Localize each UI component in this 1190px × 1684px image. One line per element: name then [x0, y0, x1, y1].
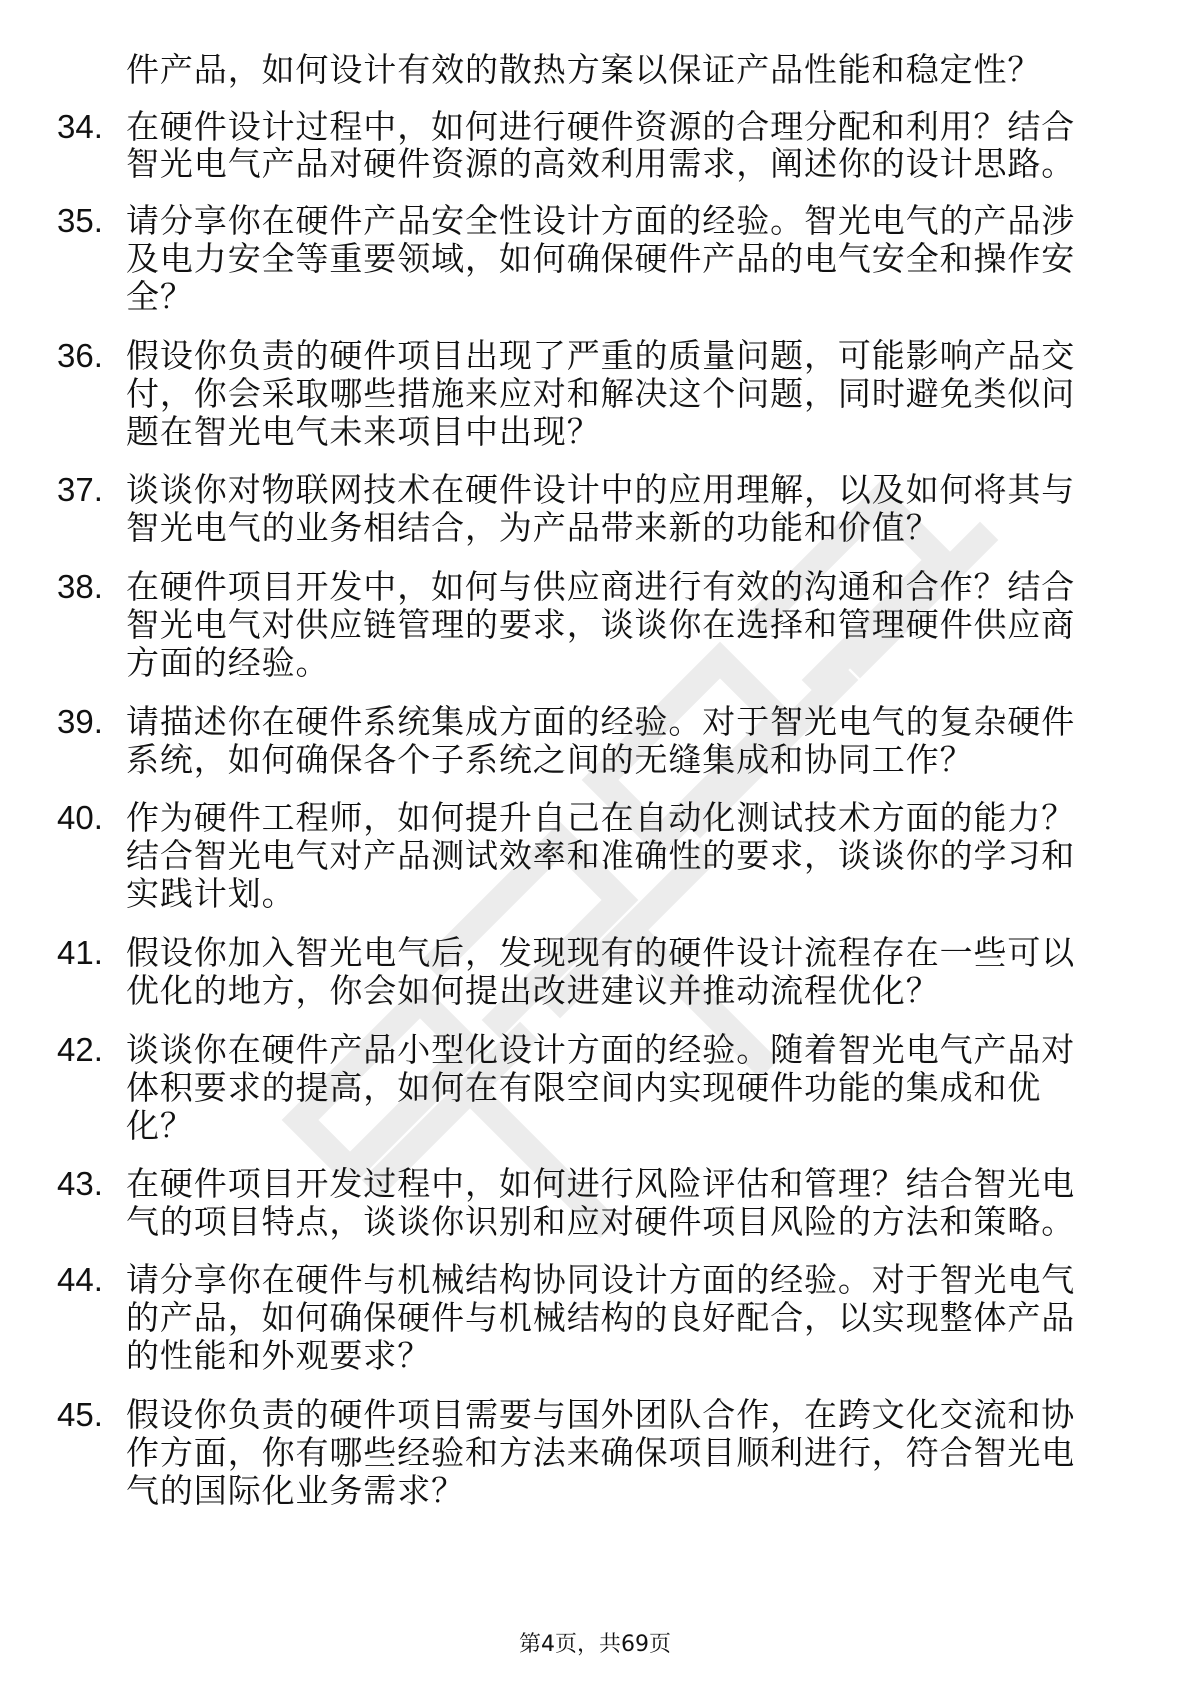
question-text: 优化的地方，你会如何提出改进建议并推动流程优化？: [126, 971, 940, 1010]
question-text: 假设你负责的硬件项目需要与国外团队合作，在跨文化交流和协: [126, 1395, 1076, 1434]
question-number: 34.: [57, 108, 103, 145]
question-text: 请分享你在硬件产品安全性设计方面的经验。智光电气的产品涉: [126, 201, 1076, 240]
question-text: 请描述你在硬件系统集成方面的经验。对于智光电气的复杂硬件: [126, 702, 1076, 741]
question-number: 44.: [57, 1261, 103, 1298]
question-text: 件产品，如何设计有效的散热方案以保证产品性能和稳定性？: [126, 50, 1042, 89]
question-number: 43.: [57, 1165, 103, 1202]
question-number: 35.: [57, 202, 103, 239]
question-text: 题在智光电气未来项目中出现？: [126, 412, 601, 451]
question-text: 作方面，你有哪些经验和方法来确保项目顺利进行，符合智光电: [126, 1433, 1076, 1472]
question-text: 请分享你在硬件与机械结构协同设计方面的经验。对于智光电气: [126, 1260, 1076, 1299]
question-text: 气的国际化业务需求？: [126, 1471, 465, 1510]
question-text: 假设你负责的硬件项目出现了严重的质量问题，可能影响产品交: [126, 336, 1076, 375]
question-text: 付，你会采取哪些措施来应对和解决这个问题，同时避免类似问: [126, 374, 1076, 413]
question-text: 智光电气对供应链管理的要求，谈谈你在选择和管理硬件供应商: [126, 605, 1076, 644]
question-text: 智光电气产品对硬件资源的高效利用需求，阐述你的设计思路。: [126, 144, 1076, 183]
question-text: 的性能和外观要求？: [126, 1336, 432, 1375]
question-text: 在硬件项目开发过程中，如何进行风险评估和管理？结合智光电: [126, 1164, 1076, 1203]
question-text: 谈谈你对物联网技术在硬件设计中的应用理解，以及如何将其与: [126, 470, 1076, 509]
question-number: 42.: [57, 1031, 103, 1068]
question-text: 系统，如何确保各个子系统之间的无缝集成和协同工作？: [126, 740, 974, 779]
question-text: 体积要求的提高，如何在有限空间内实现硬件功能的集成和优: [126, 1068, 1042, 1107]
question-number: 45.: [57, 1396, 103, 1433]
question-text: 化？: [126, 1106, 194, 1145]
question-text: 方面的经验。: [126, 643, 330, 682]
question-text: 假设你加入智光电气后，发现现有的硬件设计流程存在一些可以: [126, 933, 1076, 972]
question-number: 40.: [57, 799, 103, 836]
question-text: 的产品，如何确保硬件与机械结构的良好配合，以实现整体产品: [126, 1298, 1076, 1337]
question-text: 结合智光电气对产品测试效率和准确性的要求，谈谈你的学习和: [126, 836, 1076, 875]
question-text: 气的项目特点，谈谈你识别和应对硬件项目风险的方法和策略。: [126, 1202, 1076, 1241]
question-number: 37.: [57, 471, 103, 508]
question-text: 及电力安全等重要领域，如何确保硬件产品的电气安全和操作安: [126, 239, 1076, 278]
question-text: 在硬件设计过程中，如何进行硬件资源的合理分配和利用？结合: [126, 107, 1076, 146]
question-text: 智光电气的业务相结合，为产品带来新的功能和价值？: [126, 508, 940, 547]
question-text: 作为硬件工程师，如何提升自己在自动化测试技术方面的能力？: [126, 798, 1076, 837]
question-text: 谈谈你在硬件产品小型化设计方面的经验。随着智光电气产品对: [126, 1030, 1076, 1069]
page-number: 第4页，共69页: [519, 1632, 671, 1657]
question-text: 全？: [126, 277, 194, 316]
question-text: 实践计划。: [126, 874, 296, 913]
question-number: 38.: [57, 568, 103, 605]
question-text: 在硬件项目开发中，如何与供应商进行有效的沟通和合作？结合: [126, 567, 1076, 606]
question-number: 39.: [57, 703, 103, 740]
question-number: 36.: [57, 337, 103, 374]
question-number: 41.: [57, 934, 103, 971]
